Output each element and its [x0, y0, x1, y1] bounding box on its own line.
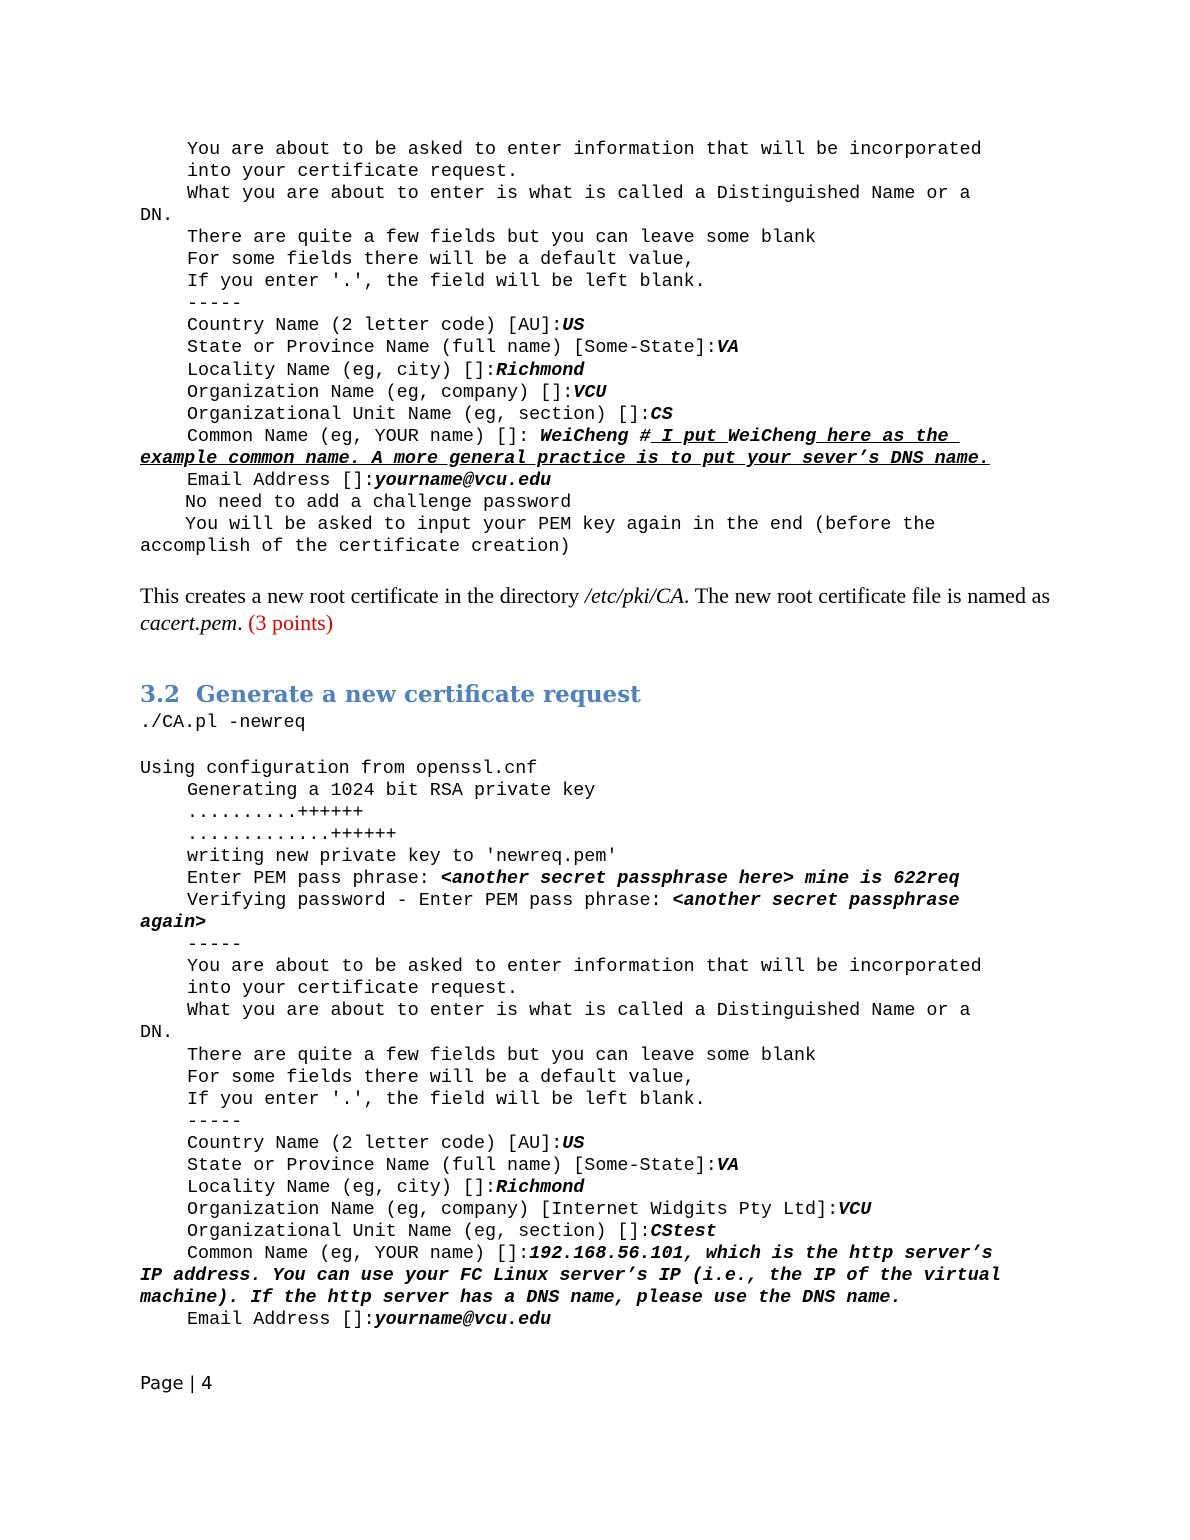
field-value: US: [562, 315, 585, 336]
terminal-command: ./CA.pl -newreq: [140, 712, 306, 733]
field-value: <another secret passphrase here> mine is 622req: [440, 868, 960, 889]
field-label: Enter PEM pass phrase:: [187, 868, 441, 889]
terminal-line: If you enter '.', the field will be left blank.: [187, 271, 706, 292]
field-value: 192.168.56.101, which is the http server’s: [529, 1243, 993, 1264]
field-value: CStest: [650, 1221, 717, 1242]
common-name-note: example common name. A more general practice is to put your sever’s DNS name.: [140, 448, 990, 469]
common-name-field: [187, 426, 960, 448]
terminal-line: There are quite a few fields but you can leave some blank: [187, 227, 817, 248]
terminal-line: writing new private key to 'newreq.pem': [187, 846, 618, 867]
terminal-line: DN.: [140, 1022, 174, 1043]
field-value: VCU: [573, 382, 607, 403]
section-number: 3.2: [140, 681, 181, 708]
terminal-line: DN.: [140, 205, 174, 226]
field-value: Richmond: [496, 360, 585, 381]
state-field: [187, 337, 739, 359]
terminal-line: For some fields there will be a default value,: [187, 1067, 695, 1088]
section-heading: [140, 681, 641, 708]
terminal-separator: -----: [187, 934, 243, 955]
locality-field: [187, 360, 584, 382]
field-label: Verifying password - Enter PEM pass phrase:: [187, 890, 673, 911]
page-label: Page |: [140, 1373, 202, 1394]
field-label: Country Name (2 letter code) [AU]:: [187, 1133, 563, 1154]
locality-field: [187, 1177, 584, 1199]
field-value: WeiCheng #: [540, 426, 651, 447]
field-label: State or Province Name (full name) [Some-State]:: [187, 1155, 717, 1176]
field-label: State or Province Name (full name) [Some-State]:: [187, 337, 717, 358]
terminal-note: accomplish of the certificate creation): [140, 536, 571, 557]
paragraph-text: .: [237, 610, 249, 635]
common-name-field: [187, 1243, 993, 1265]
terminal-line: What you are about to enter is what is called a Distinguished Name or a: [187, 183, 971, 204]
terminal-line: You are about to be asked to enter information that will be incorporated: [187, 139, 982, 160]
common-name-note: IP address. You can use your FC Linux server’s IP (i.e., the IP of the virtual: [140, 1265, 1001, 1286]
terminal-line: into your certificate request.: [187, 161, 519, 182]
directory-path: /etc/pki/CA: [584, 583, 684, 608]
email-field: [187, 1309, 551, 1331]
field-note: I put: [650, 426, 728, 447]
field-label: Locality Name (eg, city) []:: [187, 360, 497, 381]
section-title: Generate a new certificate request: [196, 681, 641, 708]
points-label: (3 points): [248, 610, 334, 635]
terminal-separator: -----: [187, 1111, 243, 1132]
terminal-line: into your certificate request.: [187, 978, 519, 999]
terminal-separator: -----: [187, 293, 243, 314]
field-note: WeiCheng: [727, 426, 817, 447]
field-label: Organization Name (eg, company) []:: [187, 382, 574, 403]
paragraph-text: This creates a new root certificate in the directory: [140, 583, 585, 608]
terminal-line: Using configuration from openssl.cnf: [140, 758, 538, 779]
field-label: Common Name (eg, YOUR name) []:: [187, 1243, 530, 1264]
field-value: yourname@vcu.edu: [374, 470, 552, 491]
file-name: cacert.pem: [140, 610, 238, 635]
field-value: VCU: [838, 1199, 872, 1220]
common-name-note: machine). If the http server has a DNS name, please use the DNS name.: [140, 1287, 902, 1308]
page-number: 4: [201, 1373, 213, 1394]
org-unit-field: [187, 1221, 717, 1243]
field-value: VA: [716, 1155, 739, 1176]
terminal-line: There are quite a few fields but you can leave some blank: [187, 1045, 817, 1066]
field-label: Email Address []:: [187, 470, 375, 491]
organization-field: [187, 1199, 871, 1221]
pem-passphrase-line: [187, 868, 960, 890]
field-label: Common Name (eg, YOUR name) []:: [187, 426, 541, 447]
terminal-line: You are about to be asked to enter information that will be incorporated: [187, 956, 982, 977]
terminal-note: No need to add a challenge password: [185, 492, 572, 513]
terminal-line: What you are about to enter is what is called a Distinguished Name or a: [187, 1000, 971, 1021]
org-unit-field: [187, 404, 673, 426]
terminal-line: again>: [140, 912, 207, 933]
body-paragraph: [140, 582, 1050, 636]
country-field: [187, 1133, 584, 1155]
field-value: US: [562, 1133, 585, 1154]
field-value: CS: [650, 404, 673, 425]
field-label: Locality Name (eg, city) []:: [187, 1177, 497, 1198]
verify-passphrase-line: [187, 890, 960, 912]
field-note: here as the: [816, 426, 960, 447]
email-field: [187, 470, 551, 492]
field-label: Email Address []:: [187, 1309, 375, 1330]
terminal-line: For some fields there will be a default value,: [187, 249, 695, 270]
paragraph-text: . The new root certificate file is named as: [683, 583, 1050, 608]
field-label: Organization Name (eg, company) [Internet Widgits Pty Ltd]:: [187, 1199, 839, 1220]
terminal-line: Generating a 1024 bit RSA private key: [187, 780, 596, 801]
terminal-line: If you enter '.', the field will be left blank.: [187, 1089, 706, 1110]
terminal-note: You will be asked to input your PEM key again in the end (before the: [185, 514, 936, 535]
field-value: yourname@vcu.edu: [374, 1309, 552, 1330]
field-label: Country Name (2 letter code) [AU]:: [187, 315, 563, 336]
field-label: Organizational Unit Name (eg, section) []:: [187, 1221, 651, 1242]
field-label: Organizational Unit Name (eg, section) []:: [187, 404, 651, 425]
field-value: Richmond: [496, 1177, 585, 1198]
country-field: [187, 315, 584, 337]
organization-field: [187, 382, 606, 404]
page-footer: [140, 1373, 213, 1394]
state-field: [187, 1155, 739, 1177]
field-value: VA: [716, 337, 739, 358]
terminal-line: ..........++++++: [187, 802, 364, 823]
terminal-line: .............++++++: [187, 824, 397, 845]
field-value: <another secret passphrase: [672, 890, 960, 911]
